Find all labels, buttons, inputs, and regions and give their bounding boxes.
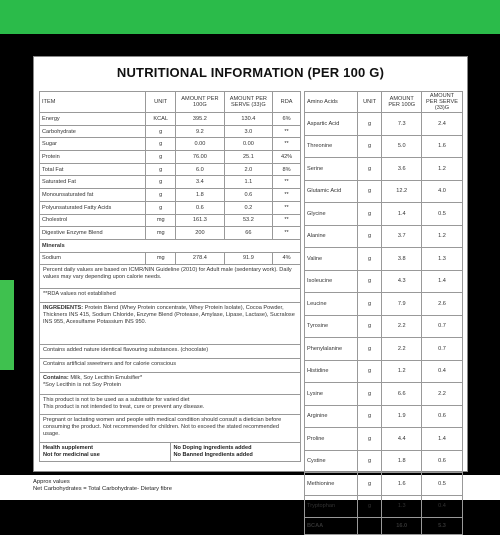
sweeteners-note: Contains artificial sweetners and for calorie conscious: [40, 359, 300, 373]
nutrient-table: [39, 91, 301, 265]
nutrient-row: [40, 252, 301, 265]
amino-acid-row: [305, 293, 463, 316]
header-per100: AMOUNT PER 100G: [176, 92, 224, 113]
nutrient-rda: **: [273, 138, 301, 151]
net-carbs-note: Net Carbohydrates = Total Carbohydrate- Dietary fibre: [33, 486, 172, 492]
nutrient-per100: 76.00: [176, 151, 224, 164]
nutrient-per-serve: 53.2: [224, 214, 272, 227]
amino-acid-per100: 12.2: [382, 180, 422, 203]
nutrient-row: [40, 113, 301, 126]
amino-acid-per-serve: 0.5: [421, 473, 462, 496]
amino-acid-per100: 1.3: [382, 495, 422, 518]
amino-acid-per-serve: 1.4: [421, 428, 462, 451]
nutrient-unit: g: [146, 163, 176, 176]
header-amino-per100: AMOUNT PER 100G: [382, 92, 422, 113]
soy-lecithin-note: *Soy Lecithin is not Soy Protein: [43, 382, 122, 389]
no-banned-text: No Banned Ingredients added: [173, 452, 253, 459]
amino-acid-unit: g: [357, 203, 382, 226]
amino-acid-row: [305, 135, 463, 158]
nutrient-per100: 395.2: [176, 113, 224, 126]
amino-acid-name: Tyrosine: [305, 315, 358, 338]
amino-acid-row: [305, 113, 463, 136]
nutrient-unit: mg: [146, 227, 176, 240]
amino-acid-row: [305, 203, 463, 226]
nutrient-per100: 200: [176, 227, 224, 240]
nutrient-row: [40, 163, 301, 176]
nutrient-per100: 278.4: [176, 252, 224, 265]
nutrient-name: Polyunsaturated Fatty Acids: [40, 201, 146, 214]
amino-acid-per-serve: 0.6: [421, 450, 462, 473]
nutrient-per-serve: 91.9: [224, 252, 272, 265]
amino-acid-row: [305, 315, 463, 338]
label-title: NUTRITIONAL INFORMATION (PER 100 G): [116, 65, 385, 80]
nutrient-name: Protein: [40, 151, 146, 164]
nutrient-unit: KCAL: [146, 113, 176, 126]
amino-acid-name: Lysine: [305, 383, 358, 406]
nutrient-per-serve: 3.0: [224, 125, 272, 138]
nutrient-row: [40, 176, 301, 189]
nutrient-row: [40, 138, 301, 151]
nutrient-rda: **: [273, 201, 301, 214]
amino-acid-per100: 2.2: [382, 315, 422, 338]
contains-text: Milk, Soy Lecithin Emulsifier*: [70, 375, 143, 382]
nutrient-name: Sodium: [40, 252, 146, 265]
amino-acid-per-serve: 2.4: [421, 113, 462, 136]
nutrient-row: [40, 214, 301, 227]
amino-acid-row: [305, 450, 463, 473]
footer-left: [40, 443, 170, 461]
amino-acid-unit: g: [357, 473, 382, 496]
nutrient-unit: g: [146, 201, 176, 214]
amino-acid-row: [305, 383, 463, 406]
bcaa-per-serve: 5.3: [421, 518, 462, 535]
amino-acid-per100: 1.8: [382, 450, 422, 473]
amino-acid-name: Glutamic Acid: [305, 180, 358, 203]
nutrient-name: Saturated Fat: [40, 176, 146, 189]
amino-acid-column: [304, 91, 463, 535]
nutrient-unit: g: [146, 176, 176, 189]
amino-acid-per100: 1.2: [382, 360, 422, 383]
amino-acid-per100: 5.0: [382, 135, 422, 158]
nutrient-unit: g: [146, 138, 176, 151]
pregnancy-warning: Pregnant or lactating women and people with medical condition should consult a dietician before consuming the product. Not recommended for children. Not to exceed the stated recommended usage.: [40, 415, 300, 443]
amino-acid-name: Histidine: [305, 360, 358, 383]
amino-acid-row: [305, 248, 463, 271]
label-notes: [39, 265, 301, 462]
nutrient-per-serve: 130.4: [224, 113, 272, 126]
amino-acid-per100: 4.4: [382, 428, 422, 451]
amino-acid-unit: g: [357, 225, 382, 248]
flavouring-note: Contains added nature identical flavouring substances. (chocolate): [40, 345, 300, 359]
amino-acid-per-serve: 0.7: [421, 338, 462, 361]
amino-acid-per-serve: 0.5: [421, 203, 462, 226]
amino-acid-name: Cystine: [305, 450, 358, 473]
ingredients-text: Protein Blend (Whey Protein concentrate, Whey Protein Isolate), Cocoa Powder, Thickners INS 415, Sodium Chloride, Enzyme Blend (Protease, Amylase, Lipase, Lactase), Sucralose INS 955, Acesulfame Potassium INS 950.: [43, 305, 295, 325]
nutrient-name: Sugar: [40, 138, 146, 151]
footnote-area: [33, 479, 172, 493]
nutrient-rda: **: [273, 227, 301, 240]
amino-acid-per100: 3.8: [382, 248, 422, 271]
amino-acid-row: [305, 495, 463, 518]
nutrient-per100: 6.0: [176, 163, 224, 176]
amino-acid-name: Leucine: [305, 293, 358, 316]
header-item: ITEM: [40, 92, 146, 113]
rda-not-established-note: **RDA values not established: [40, 289, 300, 303]
nutrient-per-serve: 0.00: [224, 138, 272, 151]
amino-acid-unit: g: [357, 293, 382, 316]
amino-acid-unit: g: [357, 450, 382, 473]
amino-acid-per-serve: 0.6: [421, 405, 462, 428]
health-supplement-text: Health supplement: [43, 445, 94, 452]
header-amino-unit: UNIT: [357, 92, 382, 113]
amino-acid-unit: g: [357, 270, 382, 293]
amino-acid-unit: g: [357, 180, 382, 203]
amino-acid-per100: 1.4: [382, 203, 422, 226]
nutrient-per-serve: 1.1: [224, 176, 272, 189]
no-doping-text: No Doping ingredients added: [173, 445, 252, 452]
green-banner: [0, 0, 500, 34]
amino-acid-body: [305, 113, 463, 518]
nutrient-rda: **: [273, 125, 301, 138]
amino-acid-per100: 7.9: [382, 293, 422, 316]
bcaa-unit: [357, 518, 382, 535]
amino-acid-name: Glycine: [305, 203, 358, 226]
amino-acid-unit: g: [357, 383, 382, 406]
amino-acid-row: [305, 405, 463, 428]
amino-acid-row: [305, 270, 463, 293]
approx-values-note: Approx values: [33, 479, 70, 485]
nutrient-header-row: [40, 92, 301, 113]
nutrient-rda: **: [273, 189, 301, 202]
amino-acid-per100: 6.6: [382, 383, 422, 406]
amino-acid-per100: 1.6: [382, 473, 422, 496]
amino-acid-name: Alanine: [305, 225, 358, 248]
nutrient-per100: 161.3: [176, 214, 224, 227]
nutrient-name: Cholestrol: [40, 214, 146, 227]
nutrient-rda: 6%: [273, 113, 301, 126]
amino-acid-per100: 2.2: [382, 338, 422, 361]
nutrient-body: [40, 113, 301, 265]
amino-acid-name: Threonine: [305, 135, 358, 158]
amino-acid-per-serve: 0.7: [421, 315, 462, 338]
green-accent-stripe: [0, 280, 14, 370]
contains-label: Contains:: [43, 375, 69, 382]
amino-acid-unit: g: [357, 428, 382, 451]
nutrient-rda: 4%: [273, 252, 301, 265]
amino-acid-table: [304, 91, 463, 535]
amino-acid-row: [305, 338, 463, 361]
nutrient-unit: g: [146, 125, 176, 138]
header-amino-acids: Amino Acids: [305, 92, 358, 113]
amino-acid-unit: g: [357, 113, 382, 136]
header-per-serve: AMOUNT PER SERVE (33)G: [224, 92, 272, 113]
amino-acid-per100: 3.6: [382, 158, 422, 181]
nutrient-per100: 9.2: [176, 125, 224, 138]
amino-acid-per-serve: 4.0: [421, 180, 462, 203]
amino-acid-per100: 1.9: [382, 405, 422, 428]
rda-guideline-note: Percent daily values are based on ICMR/NIN Guideline (2010) for Adult male (sedentary work). Daily values may vary depending upon calorie needs.: [40, 265, 300, 289]
nutrient-row: [40, 201, 301, 214]
amino-acid-unit: g: [357, 248, 382, 271]
amino-acid-unit: g: [357, 158, 382, 181]
bcaa-label: BCAA: [305, 518, 358, 535]
medicinal-use-text: Not for medicinal use: [43, 452, 100, 459]
nutrient-row: [40, 151, 301, 164]
nutrient-name: Monounsaturated fat: [40, 189, 146, 202]
amino-acid-unit: g: [357, 405, 382, 428]
amino-acid-name: Isoleucine: [305, 270, 358, 293]
amino-acid-unit: g: [357, 360, 382, 383]
amino-acid-name: Methionine: [305, 473, 358, 496]
nutrient-unit: g: [146, 151, 176, 164]
amino-acid-row: [305, 158, 463, 181]
amino-header-row: [305, 92, 463, 113]
minerals-label: Minerals: [40, 239, 301, 252]
amino-acid-name: Serine: [305, 158, 358, 181]
disclaimer-note: [40, 395, 300, 415]
header-rda: RDA: [273, 92, 301, 113]
disclaimer-line-1: This product is not to be used as a substitute for varied diet: [43, 397, 190, 404]
nutrient-name: Energy: [40, 113, 146, 126]
amino-acid-name: Phenylalanine: [305, 338, 358, 361]
amino-acid-unit: g: [357, 135, 382, 158]
amino-acid-name: Proline: [305, 428, 358, 451]
nutrient-per100: 0.6: [176, 201, 224, 214]
nutrient-name: Carbohydrate: [40, 125, 146, 138]
amino-acid-per100: 7.3: [382, 113, 422, 136]
amino-acid-per-serve: 1.2: [421, 158, 462, 181]
nutrient-unit: mg: [146, 214, 176, 227]
nutrient-unit: mg: [146, 252, 176, 265]
nutrient-column: [39, 91, 301, 462]
nutrient-row: [40, 227, 301, 240]
amino-acid-name: Tryptophan: [305, 495, 358, 518]
amino-acid-name: Valine: [305, 248, 358, 271]
minerals-section-row: [40, 239, 301, 252]
amino-acid-unit: g: [357, 495, 382, 518]
nutrient-per100: 1.8: [176, 189, 224, 202]
nutrient-rda: 42%: [273, 151, 301, 164]
nutrient-rda: **: [273, 176, 301, 189]
amino-acid-per100: 3.7: [382, 225, 422, 248]
amino-acid-per-serve: 0.4: [421, 360, 462, 383]
nutrient-rda: **: [273, 214, 301, 227]
amino-acid-row: [305, 473, 463, 496]
nutrient-per100: 0.00: [176, 138, 224, 151]
disclaimer-line-2: This product is not intended to treat, cure or prevent any disease.: [43, 404, 205, 411]
amino-acid-per-serve: 2.2: [421, 383, 462, 406]
nutrient-per-serve: 66: [224, 227, 272, 240]
amino-acid-unit: g: [357, 315, 382, 338]
header-amino-per-serve: AMOUNT PER SERVE (33)G: [421, 92, 462, 113]
nutrient-per-serve: 25.1: [224, 151, 272, 164]
amino-acid-per100: 4.3: [382, 270, 422, 293]
amino-acid-row: [305, 225, 463, 248]
ingredients-label: INGREDIENTS:: [43, 305, 84, 312]
nutrient-per-serve: 2.0: [224, 163, 272, 176]
amino-acid-per-serve: 2.6: [421, 293, 462, 316]
amino-acid-name: Arginine: [305, 405, 358, 428]
amino-acid-row: [305, 428, 463, 451]
ingredients-note: [40, 303, 300, 345]
nutrient-row: [40, 125, 301, 138]
nutrient-unit: g: [146, 189, 176, 202]
nutrient-per100: 3.4: [176, 176, 224, 189]
bcaa-per100: 16.0: [382, 518, 422, 535]
nutrient-name: Digestive Enzyme Blend: [40, 227, 146, 240]
label-footer: [40, 443, 300, 462]
amino-acid-per-serve: 1.6: [421, 135, 462, 158]
allergen-note: [40, 373, 300, 395]
amino-acid-unit: g: [357, 338, 382, 361]
footer-right: [170, 443, 301, 461]
nutrient-name: Total Fat: [40, 163, 146, 176]
amino-acid-per-serve: 1.2: [421, 225, 462, 248]
amino-acid-per-serve: 1.3: [421, 248, 462, 271]
amino-acid-row: [305, 180, 463, 203]
nutrient-rda: 8%: [273, 163, 301, 176]
bcaa-row: [305, 518, 463, 535]
nutrient-per-serve: 0.6: [224, 189, 272, 202]
amino-acid-name: Aspartic Acid: [305, 113, 358, 136]
header-unit: UNIT: [146, 92, 176, 113]
amino-acid-per-serve: 1.4: [421, 270, 462, 293]
nutrient-row: [40, 189, 301, 202]
amino-acid-per-serve: 0.4: [421, 495, 462, 518]
nutrient-per-serve: 0.2: [224, 201, 272, 214]
amino-acid-row: [305, 360, 463, 383]
